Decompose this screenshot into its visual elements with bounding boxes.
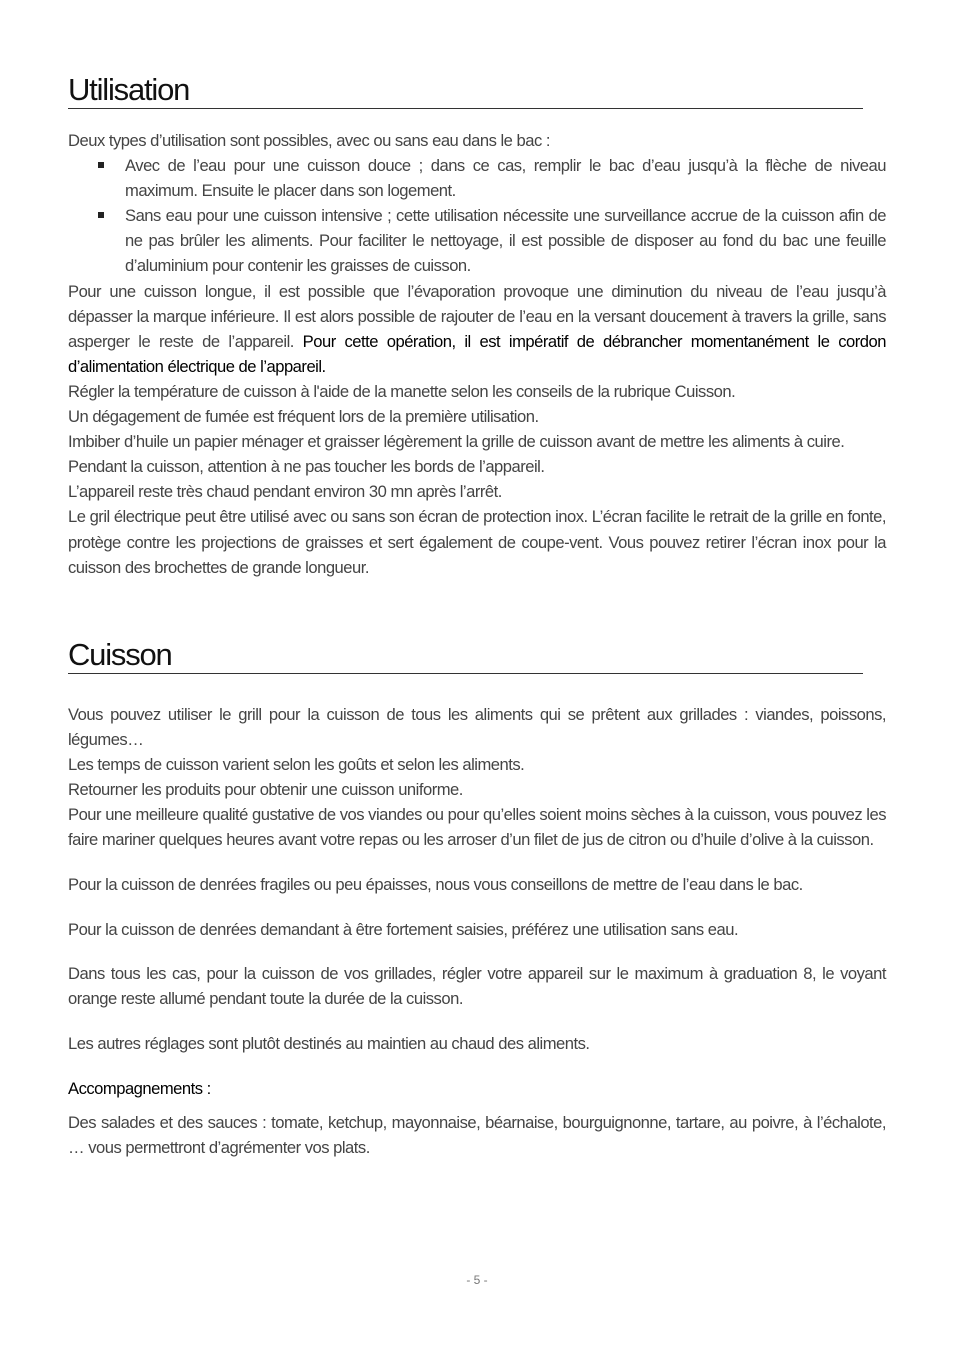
paragraph-fragile: Pour la cuisson de denrées fragiles ou peu épaisses, nous vous conseillons de mettre de l’eau dans le bac. — [68, 875, 803, 895]
long-cooking-text: Pour une cuisson longue, il est possible que l’évaporation provoque une diminution du niveau de l’eau jusqu’à dépasser la marque inférieure. Il est alors possible de rajouter de l’eau en la versant doucement à travers la grille, sans asperger le reste de l’appareil. — [68, 281, 886, 351]
paragraph-marinate: Pour une meilleure qualité gustative de vos viandes ou pour qu’elles soient moins sèches à la cuisson, vous pouvez les faire mariner quelques heures avant votre repas ou les arroser d’un filet de jus de citron ou d’huile d’olive à la cuisson. — [68, 805, 886, 850]
paragraph-temperature: Régler la température de cuisson à l'aide de la manette selon les conseils de la rubrique Cuisson. — [68, 381, 736, 401]
paragraph-edges: Pendant la cuisson, attention à ne pas toucher les bords de l’appareil. — [68, 457, 545, 477]
paragraph-long-cooking — [68, 279, 886, 379]
page-number: - 5 - — [466, 1273, 488, 1287]
section-title-cuisson: Cuisson — [68, 637, 863, 674]
section-title-utilisation: Utilisation — [68, 72, 863, 109]
paragraph-smoke: Un dégagement de fumée est fréquent lors de la première utilisation. — [68, 407, 539, 427]
subheading-accompagnements: Accompagnements : — [68, 1078, 211, 1098]
utilisation-body — [68, 128, 886, 580]
paragraph-times: Les temps de cuisson varient selon les goûts et selon les aliments. — [68, 755, 525, 775]
bullet-text-with-water: Avec de l’eau pour une cuisson douce ; dans ce cas, remplir le bac d’eau jusqu’à la flèche de niveau maximum. Ensuite le placer dans son logement. — [125, 156, 886, 201]
bullet-item-with-water — [68, 153, 886, 203]
paragraph-hot: L’appareil reste très chaud pendant environ 30 mn après l’arrêt. — [68, 482, 502, 502]
paragraph-max-setting: Dans tous les cas, pour la cuisson de vos grillades, régler votre appareil sur le maximum à graduation 8, le voyant orange reste allumé pendant toute la durée de la cuisson. — [68, 964, 886, 1009]
unplug-warning: Pour cette opération, il est impératif de débrancher momentanément le cordon d’alimentation électrique de l’appareil. — [68, 331, 886, 376]
paragraph-foods: Vous pouvez utiliser le grill pour la cuisson de tous les aliments qui se prêtent aux grillades : viandes, poissons, légumes… — [68, 705, 886, 750]
bullet-text-without-water: Sans eau pour une cuisson intensive ; cette utilisation nécessite une surveillance accrue de la cuisson afin de ne pas brûler les aliments. Pour faciliter le nettoyage, il est possible de disposer au fond du bac une feuille d’aluminium pour contenir les graisses de cuisson. — [125, 206, 886, 276]
paragraph-sauces: Des salades et des sauces : tomate, ketchup, mayonnaise, béarnaise, bourguignonne, tartare, au poivre, à l’échalote, … vous permettront d’agrémenter vos plats. — [68, 1112, 886, 1157]
utilisation-intro: Deux types d’utilisation sont possibles, avec ou sans eau dans le bac : — [68, 131, 550, 150]
paragraph-other-settings: Les autres réglages sont plutôt destinés au maintien au chaud des aliments. — [68, 1033, 590, 1053]
paragraph-oil: Imbiber d’huile un papier ménager et graisser légèrement la grille de cuisson avant de mettre les aliments à cuire. — [68, 432, 845, 452]
paragraph-turn: Retourner les produits pour obtenir une cuisson uniforme. — [68, 780, 463, 800]
usage-bullet-list — [68, 153, 886, 278]
bullet-item-without-water — [68, 203, 886, 278]
paragraph-screen: Le gril électrique peut être utilisé avec ou sans son écran de protection inox. L’écran facilite le retrait de la grille en fonte, protège contre les projections de graisses et sert également de coupe-vent. Vous pouvez retirer l’écran inox pour la cuisson des brochettes de grande longueur. — [68, 507, 886, 577]
square-bullet-icon — [98, 162, 104, 168]
cuisson-body — [68, 702, 886, 1160]
paragraph-seared: Pour la cuisson de denrées demandant à être fortement saisies, préférez une utilisation sans eau. — [68, 919, 739, 939]
square-bullet-icon — [98, 212, 104, 218]
